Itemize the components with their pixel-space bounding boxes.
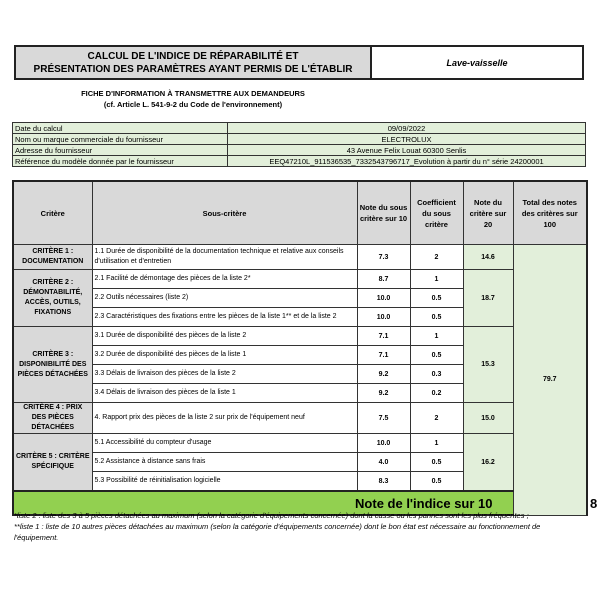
info-label: Adresse du fournisseur [13, 145, 228, 156]
subcriterion-label: 5.1 Accessibilité du compteur d'usage [92, 434, 357, 453]
final-score-label: Note de l'indice sur 10 [13, 491, 513, 515]
table-row [13, 327, 587, 346]
title-line-1: CALCUL DE L'INDICE DE RÉPARABILITÉ ET [87, 50, 299, 62]
sheet-title [14, 45, 372, 80]
info-label: Nom ou marque commerciale du fournisseur [13, 134, 228, 145]
table-row [13, 403, 587, 434]
criterion-1-name: CRITÈRE 1 : DOCUMENTATION [13, 245, 92, 270]
subcriterion-coef: 1 [410, 434, 463, 453]
footnote-list-2: *liste 2 : liste des 3 à 5 pièces détachées au maximum (selon la catégorie d'équipements concernée) dont la casse ou les pannes sont les plus fréquentes ; [14, 511, 529, 520]
table-row [13, 270, 587, 289]
final-score-row: Note de l'indice sur 10 8 [13, 491, 587, 515]
info-label: Référence du modèle donnée par le fournisseur [13, 156, 228, 167]
subcriterion-coef: 2 [410, 403, 463, 434]
col-header-critere: Critère [13, 181, 92, 245]
subcriterion-note: 8.7 [357, 270, 410, 289]
subcriterion-label: 4. Rapport prix des pièces de la liste 2 sur prix de l'équipement neuf [92, 403, 357, 434]
criterion-5-score: 16.2 [463, 434, 513, 492]
info-row-date [13, 123, 586, 134]
info-value: 09/09/2022 [228, 123, 586, 134]
info-row-address [13, 145, 586, 156]
col-header-sous-critere: Sous-critère [92, 181, 357, 245]
subcriterion-label: 5.3 Possibilité de réinitialisation logicielle [92, 472, 357, 492]
subcriterion-coef: 1 [410, 270, 463, 289]
col-header-total: Total des notes des critères sur 100 [513, 181, 587, 245]
footnote-list-1: **liste 1 : liste de 10 autres pièces détachées au maximum (selon la catégorie d'équipements concernée) dont le bon état est nécessaire au fonctionnement de l'équipement. [14, 522, 541, 542]
subcriterion-coef: 0.5 [410, 346, 463, 365]
table-row [13, 434, 587, 453]
subcriterion-coef: 1 [410, 327, 463, 346]
criterion-3-score: 15.3 [463, 327, 513, 403]
subcriterion-label: 3.1 Durée de disponibilité des pièces de la liste 2 [92, 327, 357, 346]
info-row-brand [13, 134, 586, 145]
subcriterion-coef: 0.5 [410, 308, 463, 327]
subcriterion-note: 7.5 [357, 403, 410, 434]
subcriterion-note: 10.0 [357, 289, 410, 308]
subcriterion-label: 1.1 Durée de disponibilité de la documentation technique et relative aux conseils d'utilisation et d'entretien [92, 245, 357, 270]
subcriterion-note: 7.1 [357, 327, 410, 346]
subcriterion-label: 2.1 Facilité de démontage des pièces de la liste 2* [92, 270, 357, 289]
total-score-100: 79.7 [513, 245, 587, 516]
col-header-coef: Coefficient du sous critère [410, 181, 463, 245]
score-table [12, 180, 598, 516]
criterion-5-name: CRITÈRE 5 : CRITÈRE SPÉCIFIQUE [13, 434, 92, 492]
subcriterion-label: 3.4 Délais de livraison des pièces de la liste 1 [92, 384, 357, 403]
info-row-model [13, 156, 586, 167]
subcriterion-note: 9.2 [357, 365, 410, 384]
criterion-2-score: 18.7 [463, 270, 513, 327]
col-header-note: Note du sous critère sur 10 [357, 181, 410, 245]
subcriterion-note: 4.0 [357, 453, 410, 472]
col-header-note20: Note du critère sur 20 [463, 181, 513, 245]
subcriterion-note: 7.3 [357, 245, 410, 270]
criterion-3-name: CRITÈRE 3 : DISPONIBILITÉ DES PIÈCES DÉTACHÉES [13, 327, 92, 403]
criterion-4-score: 15.0 [463, 403, 513, 434]
subcriterion-note: 7.1 [357, 346, 410, 365]
subcriterion-note: 8.3 [357, 472, 410, 492]
subcriterion-label: 2.2 Outils nécessaires (liste 2) [92, 289, 357, 308]
criterion-2-name: CRITÈRE 2 : DÉMONTABILITÉ, ACCÈS, OUTILS, FIXATIONS [13, 270, 92, 327]
table-row [13, 245, 587, 270]
criterion-1-score: 14.6 [463, 245, 513, 270]
product-category: Lave-vaisselle [372, 45, 584, 80]
subcriterion-coef: 0.5 [410, 472, 463, 492]
subcriterion-coef: 0.2 [410, 384, 463, 403]
subcriterion-label: 5.2 Assistance à distance sans frais [92, 453, 357, 472]
criterion-4-name: CRITÈRE 4 : PRIX DES PIÈCES DÉTACHÉES [13, 403, 92, 434]
supplier-info-table [12, 122, 586, 167]
subcriterion-coef: 0.3 [410, 365, 463, 384]
subcriterion-coef: 0.5 [410, 289, 463, 308]
subtitle-line-2: (cf. Article L. 541-9-2 du Code de l'environnement) [103, 100, 283, 109]
subtitle [14, 88, 372, 110]
info-value: EEQ47210L_911536535_7332543796717_Evolution à partir du n° série 24200001 [228, 156, 586, 167]
info-label: Date du calcul [13, 123, 228, 134]
subcriterion-coef: 2 [410, 245, 463, 270]
info-value: ELECTROLUX [228, 134, 586, 145]
title-line-2: PRÉSENTATION DES PARAMÈTRES AYANT PERMIS DE L'ÉTABLIR [33, 63, 353, 75]
score-header-row [13, 181, 587, 245]
subcriterion-note: 9.2 [357, 384, 410, 403]
subcriterion-label: 2.3 Caractéristiques des fixations entre les pièces de la liste 1** et de la liste 2 [92, 308, 357, 327]
subtitle-line-1: FICHE D'INFORMATION À TRANSMETTRE AUX DEMANDEURS [81, 89, 305, 98]
subcriterion-note: 10.0 [357, 434, 410, 453]
subcriterion-label: 3.3 Délais de livraison des pièces de la liste 2 [92, 365, 357, 384]
footnotes [14, 510, 586, 543]
subcriterion-coef: 0.5 [410, 453, 463, 472]
info-value: 43 Avenue Felix Louat 60300 Senlis [228, 145, 586, 156]
subcriterion-label: 3.2 Durée de disponibilité des pièces de la liste 1 [92, 346, 357, 365]
subcriterion-note: 10.0 [357, 308, 410, 327]
